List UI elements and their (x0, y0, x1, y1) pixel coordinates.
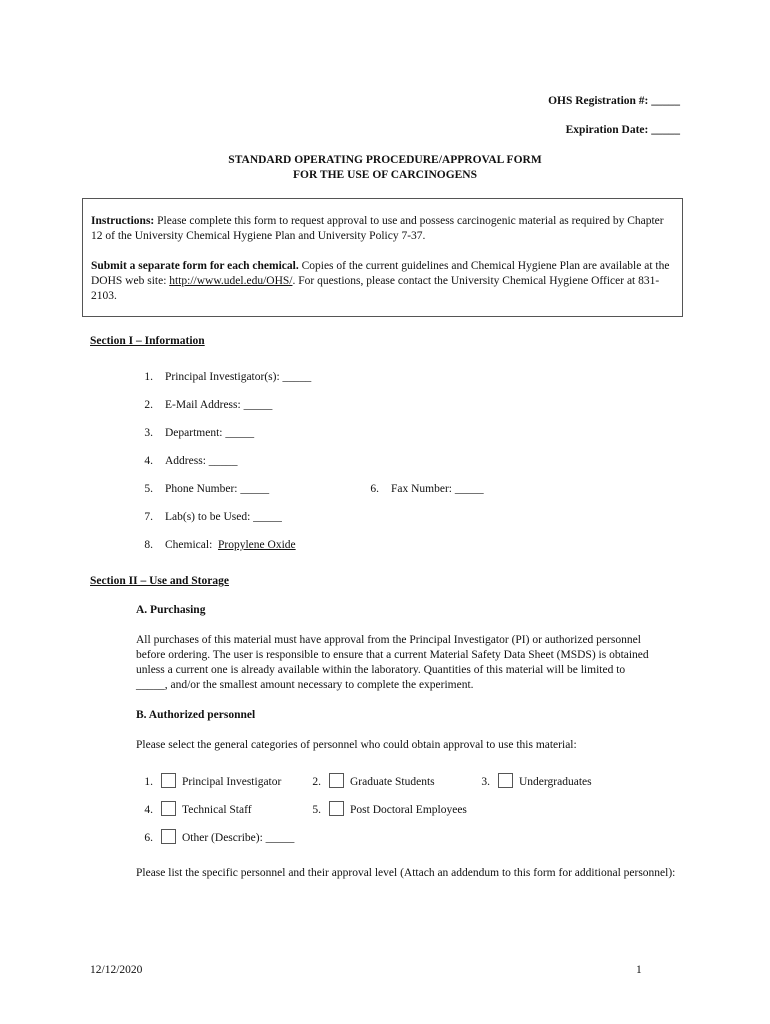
option-label: Post Doctoral Employees (350, 804, 467, 816)
dohs-link[interactable]: http://www.udel.edu/OHS/ (169, 275, 293, 287)
option-number: 3. (481, 776, 490, 788)
option-post-doctoral (305, 801, 467, 816)
item-label: Fax Number: _____ (391, 483, 484, 495)
info-item-phone (137, 483, 269, 495)
submit-text2: . For questions, please contact the University Chemical Hygiene Officer at 831-2103. (91, 275, 660, 302)
option-label: Undergraduates (519, 776, 592, 788)
item-label: Principal Investigator(s): _____ (165, 371, 312, 383)
option-technical-staff (137, 801, 252, 816)
personnel-list-prompt: Please list the specific personnel and their approval level (Attach an addendum to this form for additional personnel): (136, 867, 676, 879)
section2-title: Section II – Use and Storage (90, 575, 229, 587)
submit-paragraph (91, 259, 674, 304)
option-label: Technical Staff (182, 804, 252, 816)
item-label: Department: _____ (165, 427, 255, 439)
item-label: Lab(s) to be Used: _____ (165, 511, 282, 523)
info-item-address (137, 455, 238, 467)
option-label: Graduate Students (350, 776, 435, 788)
item-number: 2. (144, 399, 153, 411)
instructions-text: Please complete this form to request approval to use and possess carcinogenic material as required by Chapter 12 of the University Chemical Hygiene Plan and University Policy 7-37. (91, 215, 664, 242)
checkbox-principal-investigator[interactable] (161, 773, 176, 788)
personnel-prompt: Please select the general categories of personnel who could obtain approval to use this material: (136, 739, 577, 751)
option-graduate-students (305, 773, 435, 788)
ohs-registration: OHS Registration #: _____ (548, 95, 680, 107)
option-number: 4. (144, 804, 153, 816)
form-title-line1: STANDARD OPERATING PROCEDURE/APPROVAL FORM (228, 154, 542, 166)
checkbox-graduate-students[interactable] (329, 773, 344, 788)
item-number: 7. (144, 511, 153, 523)
item-number: 6. (370, 483, 379, 495)
purchasing-heading: A. Purchasing (136, 604, 206, 616)
item-number: 8. (144, 539, 153, 551)
item-number: 4. (144, 455, 153, 467)
info-item-pi (137, 371, 311, 383)
info-item-email (137, 399, 272, 411)
option-undergraduates (474, 773, 592, 788)
option-other (137, 829, 294, 844)
submit-bold: Submit a separate form for each chemical. (91, 260, 299, 272)
option-number: 2. (312, 776, 321, 788)
section1-title: Section I – Information (90, 335, 205, 347)
option-label: Other (Describe): _____ (182, 832, 295, 844)
item-label: Phone Number: _____ (165, 483, 270, 495)
option-number: 5. (312, 804, 321, 816)
personnel-heading: B. Authorized personnel (136, 709, 256, 721)
info-item-department (137, 427, 254, 439)
info-item-lab (137, 511, 282, 523)
info-item-chemical (137, 539, 296, 551)
option-number: 6. (144, 832, 153, 844)
chemical-value: Propylene Oxide (218, 539, 296, 551)
instructions-label: Instructions: (91, 215, 155, 227)
checkbox-post-doctoral[interactable] (329, 801, 344, 816)
submit-text1: Copies of the current guidelines and Chemical Hygiene Plan are available at the DOHS web site: (91, 260, 670, 287)
instructions-paragraph (91, 214, 674, 244)
item-number: 3. (144, 427, 153, 439)
option-principal-investigator (137, 773, 281, 788)
instructions-box (82, 198, 683, 317)
item-number: 1. (144, 371, 153, 383)
item-label: Address: _____ (165, 455, 238, 467)
footer-date: 12/12/2020 (90, 964, 143, 976)
info-item-fax (363, 483, 484, 495)
item-number: 5. (144, 483, 153, 495)
footer-page-number: 1 (636, 964, 642, 976)
checkbox-technical-staff[interactable] (161, 801, 176, 816)
expiration-date: Expiration Date: _____ (565, 124, 680, 136)
checkbox-other[interactable] (161, 829, 176, 844)
checkbox-undergraduates[interactable] (498, 773, 513, 788)
form-title-line2: FOR THE USE OF CARCINOGENS (292, 169, 478, 181)
item-label: E-Mail Address: _____ (165, 399, 273, 411)
purchasing-text: All purchases of this material must have approval from the Principal Investigator (PI) or authorized personnel before ordering. The user is responsible to ensure that a current Material Safety Data Sheet (MSDS) is obtained unless a current one is already available within the laboratory. Quantities of this material will be limited to _____, and/or the smallest amount necessary to complete the experiment. (136, 634, 649, 691)
option-number: 1. (144, 776, 153, 788)
item-label: Chemical: (165, 539, 219, 551)
option-label: Principal Investigator (182, 776, 282, 788)
